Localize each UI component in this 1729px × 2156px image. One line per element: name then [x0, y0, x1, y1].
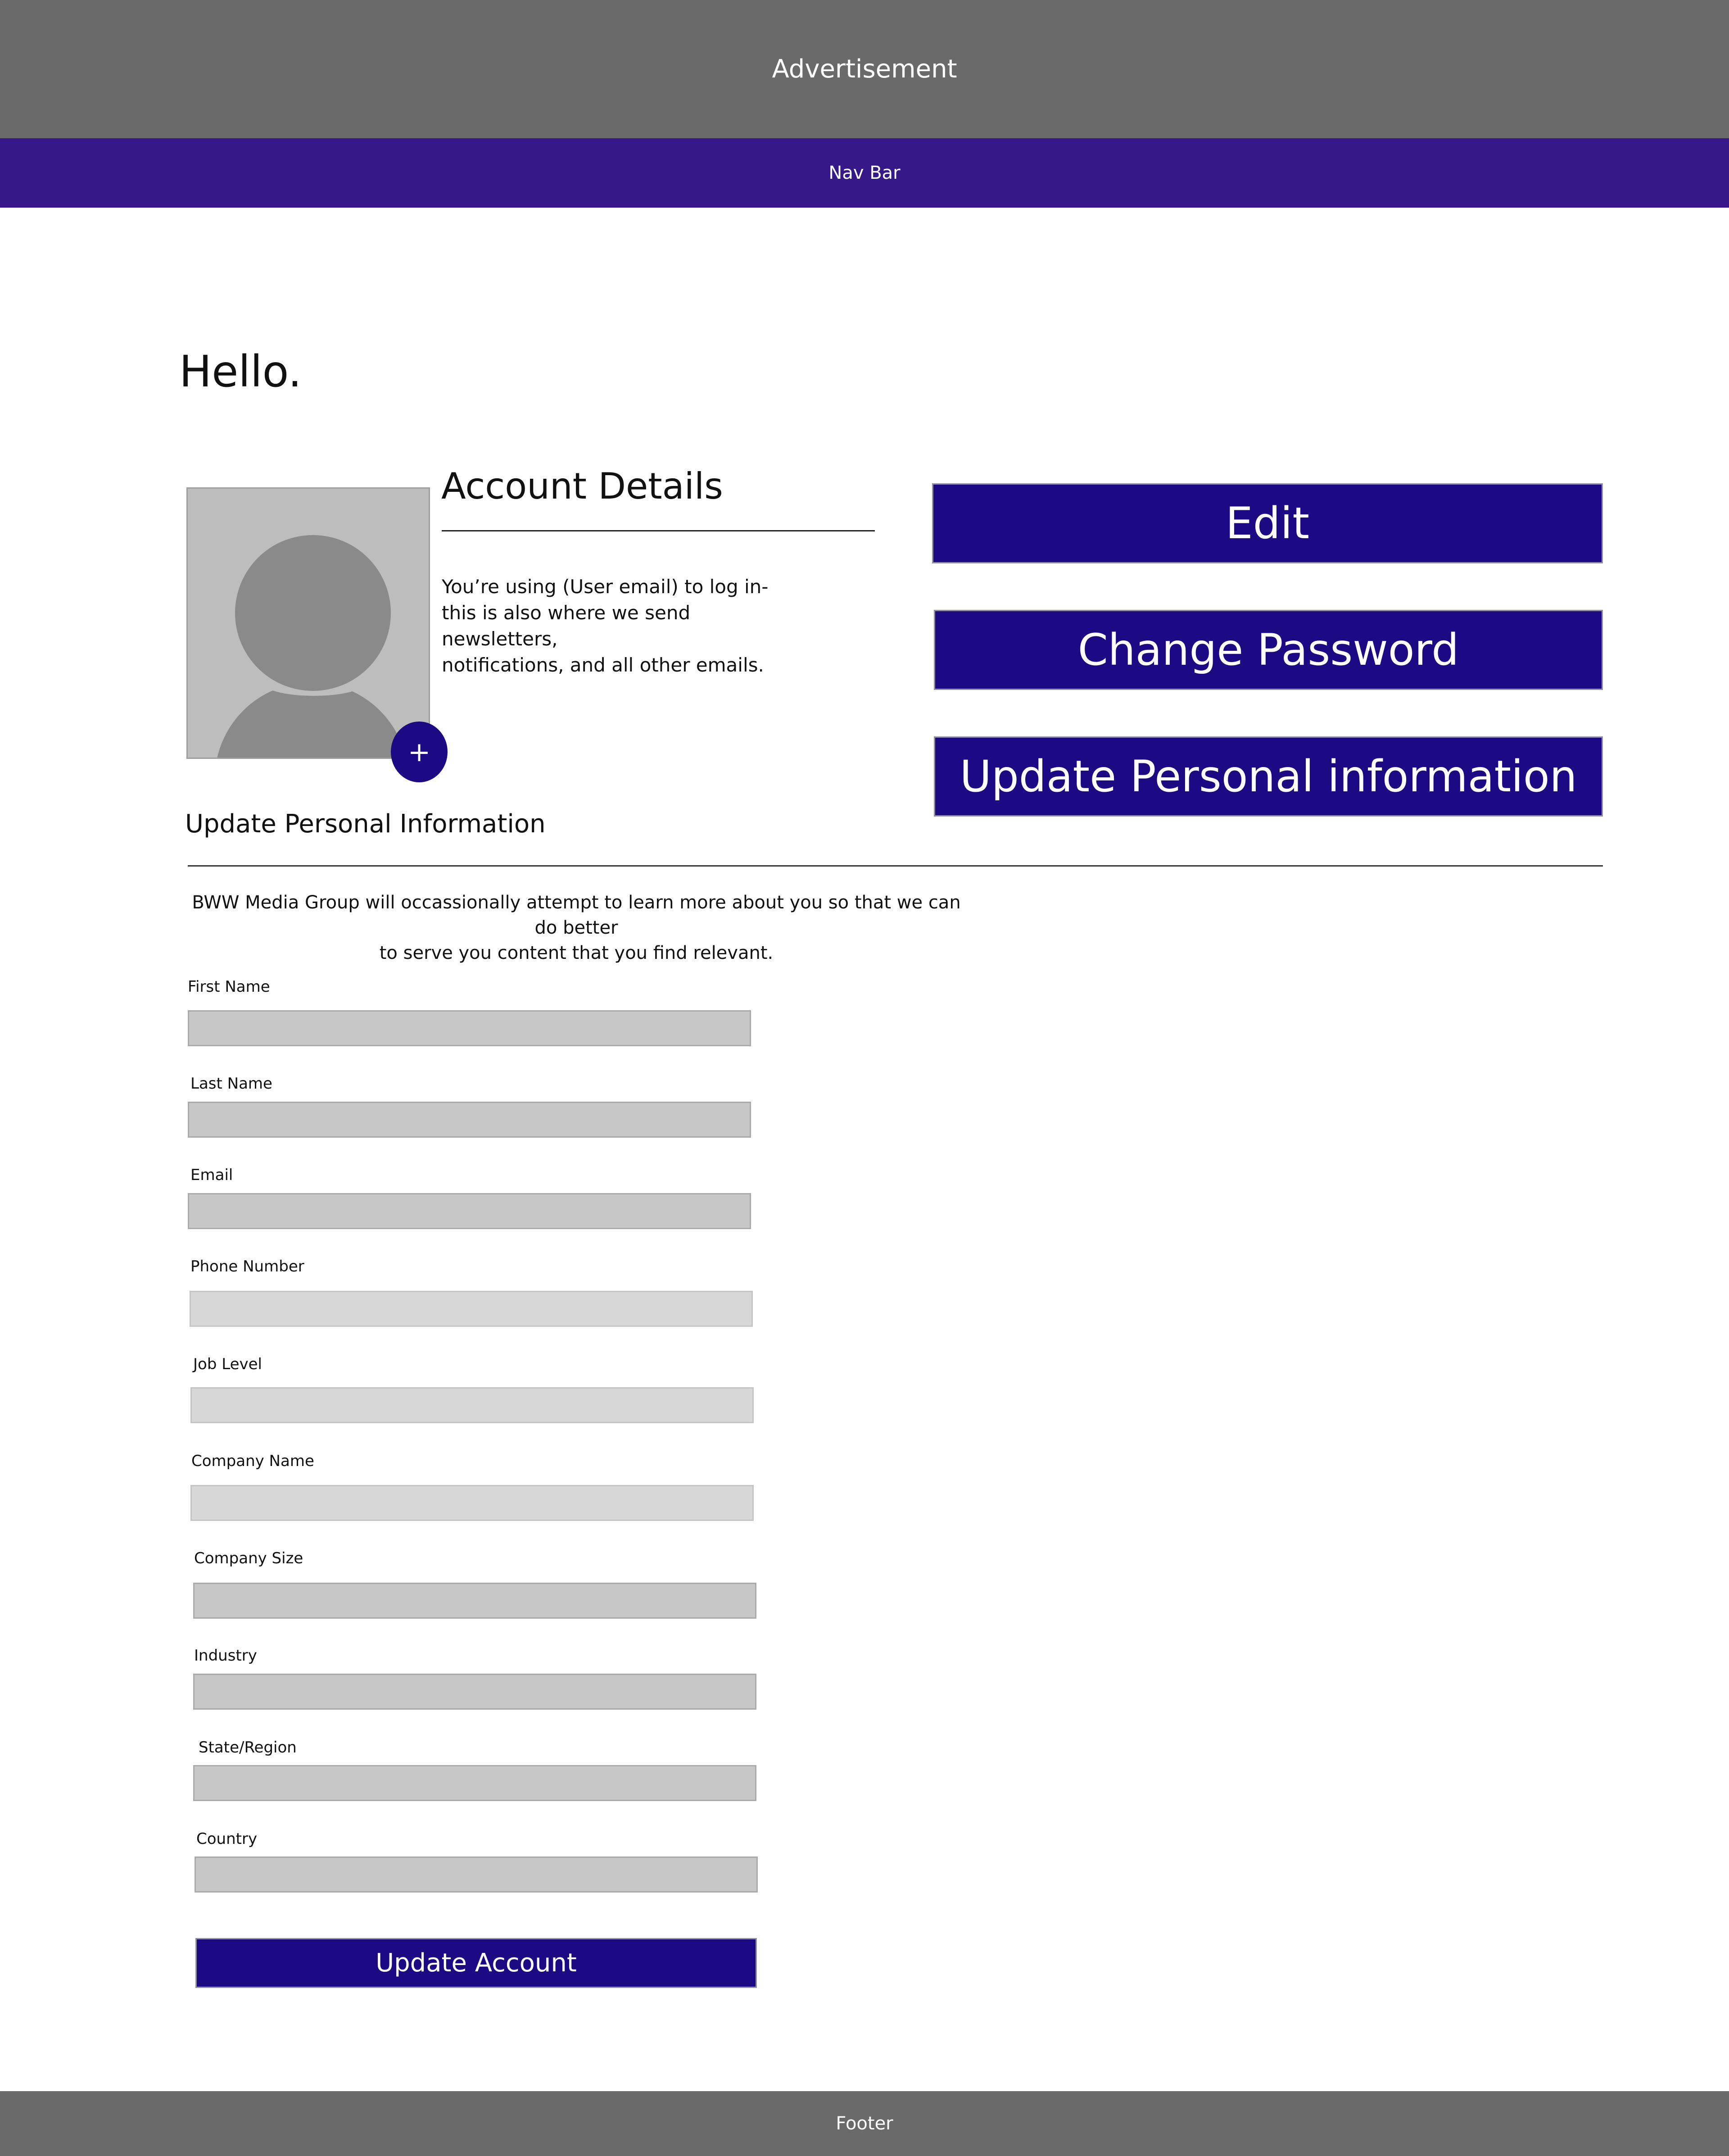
plus-icon: +: [407, 736, 431, 768]
company-size-label: Company Size: [194, 1549, 303, 1567]
last-name-input[interactable]: [188, 1102, 751, 1138]
add-photo-button[interactable]: [391, 722, 448, 782]
phone-number-input[interactable]: [190, 1291, 753, 1327]
account-details-divider: [442, 530, 875, 531]
edit-button[interactable]: Edit: [932, 483, 1603, 563]
email-input[interactable]: [188, 1193, 751, 1229]
update-personal-information-button[interactable]: Update Personal information: [934, 736, 1603, 817]
first-name-label: First Name: [188, 978, 270, 996]
industry-label: Industry: [194, 1647, 257, 1665]
footer-label: Footer: [836, 2113, 893, 2134]
page-title: Hello.: [179, 346, 302, 397]
account-details-description: [442, 574, 802, 678]
job-level-input[interactable]: [190, 1387, 754, 1423]
nav-bar-label: Nav Bar: [828, 163, 901, 183]
change-password-button[interactable]: Change Password: [934, 610, 1603, 690]
intro-line-1: BWW Media Group will occassionally attempt to learn more about you so that we can do better: [192, 892, 961, 938]
phone-number-label: Phone Number: [190, 1257, 304, 1275]
update-personal-information-title: Update Personal Information: [185, 809, 546, 839]
account-details-line-2: this is also where we send newsletters,: [442, 602, 691, 650]
section-divider: [188, 865, 1603, 867]
account-details-line-1: You’re using (User email) to log in-: [442, 576, 769, 598]
personal-information-intro: [180, 890, 973, 966]
account-details-title: Account Details: [441, 465, 723, 507]
avatar-head: [235, 535, 391, 691]
country-input[interactable]: [195, 1856, 758, 1893]
first-name-input[interactable]: [188, 1010, 751, 1046]
advertisement-banner: [0, 0, 1729, 138]
country-label: Country: [196, 1830, 258, 1848]
footer: [0, 2091, 1729, 2156]
update-account-button[interactable]: Update Account: [195, 1938, 757, 1988]
company-name-label: Company Name: [191, 1452, 314, 1470]
company-name-input[interactable]: [190, 1485, 754, 1521]
intro-line-2: to serve you content that you find relevant.: [379, 943, 774, 963]
job-level-label: Job Level: [193, 1355, 262, 1373]
industry-input[interactable]: [193, 1674, 756, 1710]
state-region-input[interactable]: [193, 1765, 756, 1801]
last-name-label: Last Name: [190, 1075, 272, 1093]
nav-bar[interactable]: [0, 138, 1729, 208]
email-label: Email: [190, 1166, 233, 1184]
account-details-line-3: notifications, and all other emails.: [442, 654, 764, 676]
advertisement-label: Advertisement: [772, 54, 957, 84]
company-size-input[interactable]: [193, 1583, 756, 1619]
state-region-label: State/Region: [199, 1738, 297, 1757]
avatar: [186, 487, 430, 759]
